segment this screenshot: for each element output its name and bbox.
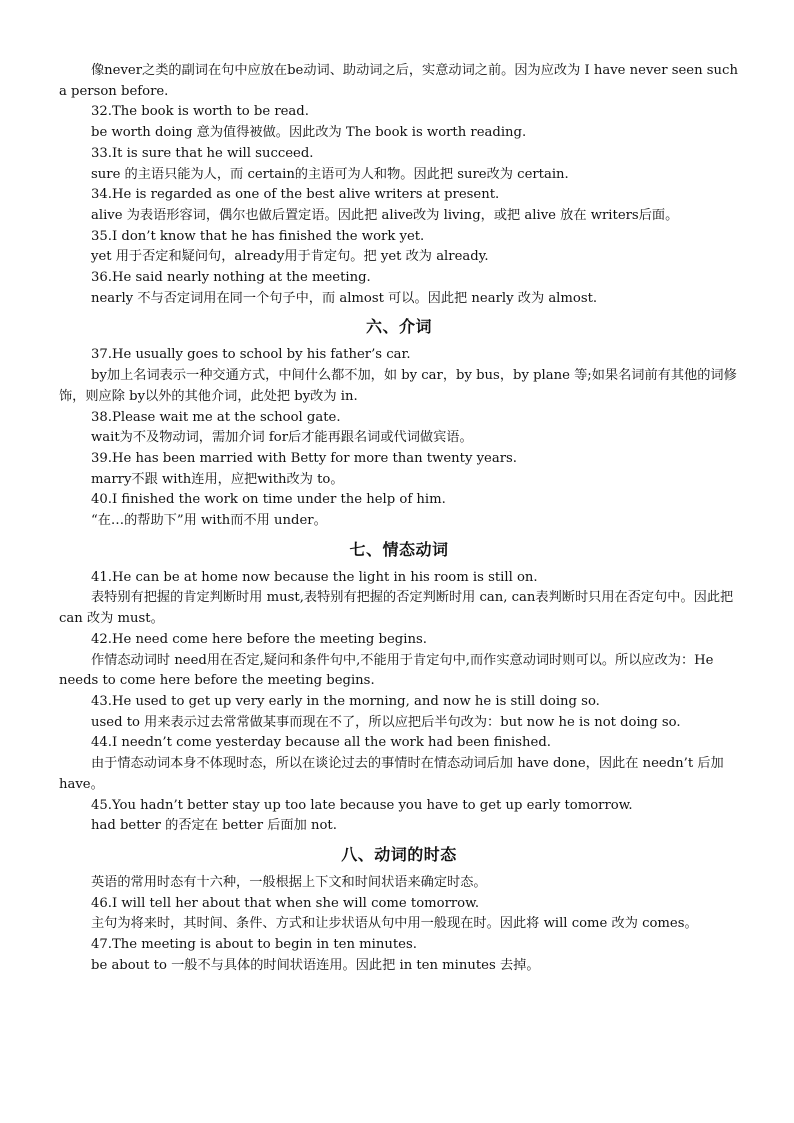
paragraph: 44.I needn’t come yesterday because all the work had been finished. <box>91 735 551 751</box>
paragraph: 37.He usually goes to school by his father’s car. <box>91 347 411 363</box>
paragraph: 表特别有把握的肯定判断时用 must,表特别有把握的否定判断时用 can, can表判断时只用在否定句中。因此把 can 改为 must。 <box>59 590 734 627</box>
paragraph: 35.I don’t know that he has finished the work yet. <box>91 228 425 244</box>
paragraph: nearly 不与否定词用在同一个句子中，而 almost 可以。因此把 nearly 改为 almost. <box>91 290 598 306</box>
paragraph: marry不跟 with连用，应把with改为 to。 <box>91 471 344 487</box>
paragraph: 45.You hadn’t better stay up too late because you have to get up early tomorrow. <box>91 797 633 813</box>
paragraph: had better 的否定在 better 后面加 not. <box>91 818 337 834</box>
paragraph: sure 的主语只能为人，而 certain的主语可为人和物。因此把 sure改为 certain. <box>91 166 569 182</box>
paragraph: 由于情态动词本身不体现时态，所以在谈论过去的事情时在情态动词后加 have done，因此在 needn’t 后加 have。 <box>59 756 724 792</box>
paragraph: 33.It is sure that he will succeed. <box>91 145 314 161</box>
paragraph: 38.Please wait me at the school gate. <box>91 409 341 425</box>
paragraph: 像never之类的副词在句中应放在be动词、助动词之后，实意动词之前。因为应改为 I have never seen such a person before. <box>59 63 738 99</box>
paragraph: 43.He used to get up very early in the morning, and now he is still doing so. <box>91 693 600 709</box>
paragraph: be about to 一般不与具体的时间状语连用。因此把 in ten minutes 去掉。 <box>91 957 540 973</box>
paragraph: 42.He need come here before the meeting begins. <box>91 631 427 647</box>
paragraph: 40.I finished the work on time under the help of him. <box>91 492 446 508</box>
paragraph: 41.He can be at home now because the light in his room is still on. <box>91 569 538 585</box>
paragraph: used to 用来表示过去常常做某事而现在不了，所以应把后半句改为：but now he is not doing so. <box>91 714 681 730</box>
paragraph: 36.He said nearly nothing at the meeting. <box>91 270 371 286</box>
paragraph: by加上名词表示一种交通方式，中间什么都不加，如 by car，by bus，by plane 等;如果名词前有其他的词修饰，则应除 by以外的其他介词，此处把 by改为 in. <box>59 368 737 404</box>
paragraph: yet 用于否定和疑问句，already用于肯定句。把 yet 改为 already. <box>91 249 489 265</box>
paragraph: alive 为表语形容词，偶尔也做后置定语。因此把 alive改为 living，或把 alive 放在 writers后面。 <box>91 207 679 223</box>
paragraph: 英语的常用时态有十六种，一般根据上下文和时间状语来确定时态。 <box>91 874 487 890</box>
paragraph: be worth doing 意为值得被做。因此改为 The book is worth reading. <box>91 125 527 141</box>
paragraph: 34.He is regarded as one of the best alive writers at present. <box>91 187 500 203</box>
paragraph: 39.He has been married with Betty for more than twenty years. <box>91 450 517 466</box>
paragraph: 主句为将来时，其时间、条件、方式和让步状语从句中用一般现在时。因此将 will come 改为 comes。 <box>91 916 698 932</box>
paragraph: 47.The meeting is about to begin in ten minutes. <box>91 937 417 953</box>
paragraph: 作情态动词时 need用在否定,疑问和条件句中,不能用于肯定句中,而作实意动词时则可以。所以应改为：He needs to come here before the meeting begins. <box>59 652 714 689</box>
document-body <box>59 61 739 976</box>
section-heading: 七、情态动词 <box>349 539 449 559</box>
section-heading: 六、介词 <box>365 317 432 337</box>
paragraph: 46.I will tell her about that when she will come tomorrow. <box>91 895 480 911</box>
paragraph: wait为不及物动词，需加介词 for后才能再跟名词或代词做宾语。 <box>91 430 473 446</box>
paragraph: 32.The book is worth to be read. <box>91 104 309 120</box>
section-heading: 八、动词的时态 <box>341 844 457 864</box>
paragraph: “在…的帮助下”用 with而不用 under。 <box>91 513 327 529</box>
